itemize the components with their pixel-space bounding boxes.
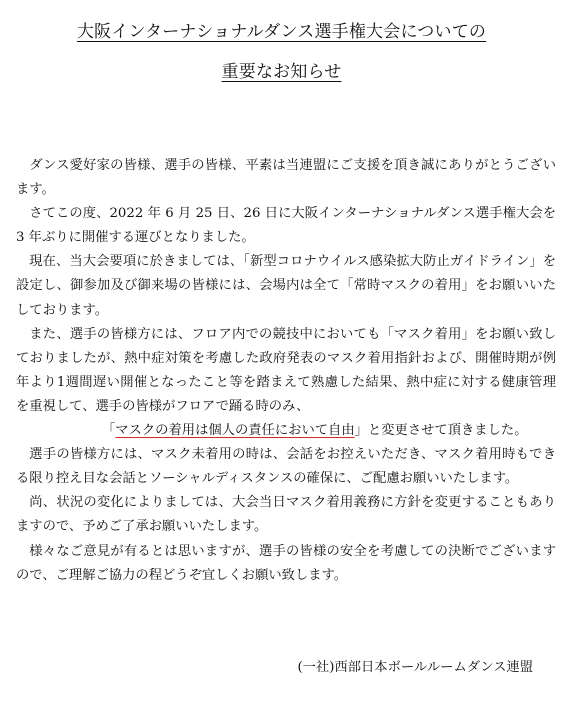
paragraph-closing: 様々なご意見が有るとは思いますが、選手の皆様の安全を考慮しての決断でございますので、ご理解ご協力の程どうぞ宜しくお願い致します。 — [16, 543, 556, 583]
notice-title-line2: 重要なお知らせ — [221, 62, 342, 82]
paragraph-guideline: 現在、当大会要項に於きましては、「新型コロナウイルス感染拡大防止ガイドライン」を設定し、御参加及び御来場の皆様には、会場内は全て「常時マスクの着用」をお願いいたしております。 — [16, 254, 556, 318]
notice-body — [16, 154, 556, 588]
emphasis-open-bracket: 「 — [102, 423, 116, 439]
mask-free-emphasis: マスクの着用は個人の責任において自由 — [115, 423, 355, 439]
paragraph-greeting: ダンス愛好家の皆様、選手の皆様、平素は当連盟にご支援を頂き誠にありがとうございます。 — [16, 158, 556, 198]
paragraph-event-announcement: さてこの度、2022 年 6 月 25 日、26 日に大阪インターナショナルダンス選手権大会を 3 年ぶりに開催する運びとなりました。 — [16, 206, 556, 246]
notice-title-line1: 大阪インターナショナルダンス選手権大会についての — [76, 22, 487, 42]
paragraph-mask-policy: また、選手の皆様方には、フロア内での競技中においても「マスク着用」をお願い致しておりましたが、熱中症対策を考慮した政府発表のマスク着用指針および、開催時期が例年より1週間遅い開催となったこと等を踏まえて熟慮した結果、熱中症に対する健康管理を重視して、選手の皆様がフロアで踊る時のみ、 — [16, 326, 556, 414]
paragraph-policy-change: 尚、状況の変化によりましては、大会当日マスク着用義務に方針を変更することもありますので、予めご了承お願いいたします。 — [16, 495, 556, 535]
paragraph-mask-emphasis — [16, 419, 556, 443]
signature-organization: (一社)西部日本ボールルームダンス連盟 — [297, 660, 533, 675]
paragraph-conversation-request: 選手の皆様方には、マスク未着用の時は、会話をお控えいただき、マスク着用時もできる限り控え目な会話とソーシャルディスタンスの確保に、ご配慮お願いいたします。 — [16, 447, 556, 487]
emphasis-close-text: 」と変更させて頂きました。 — [354, 423, 528, 439]
